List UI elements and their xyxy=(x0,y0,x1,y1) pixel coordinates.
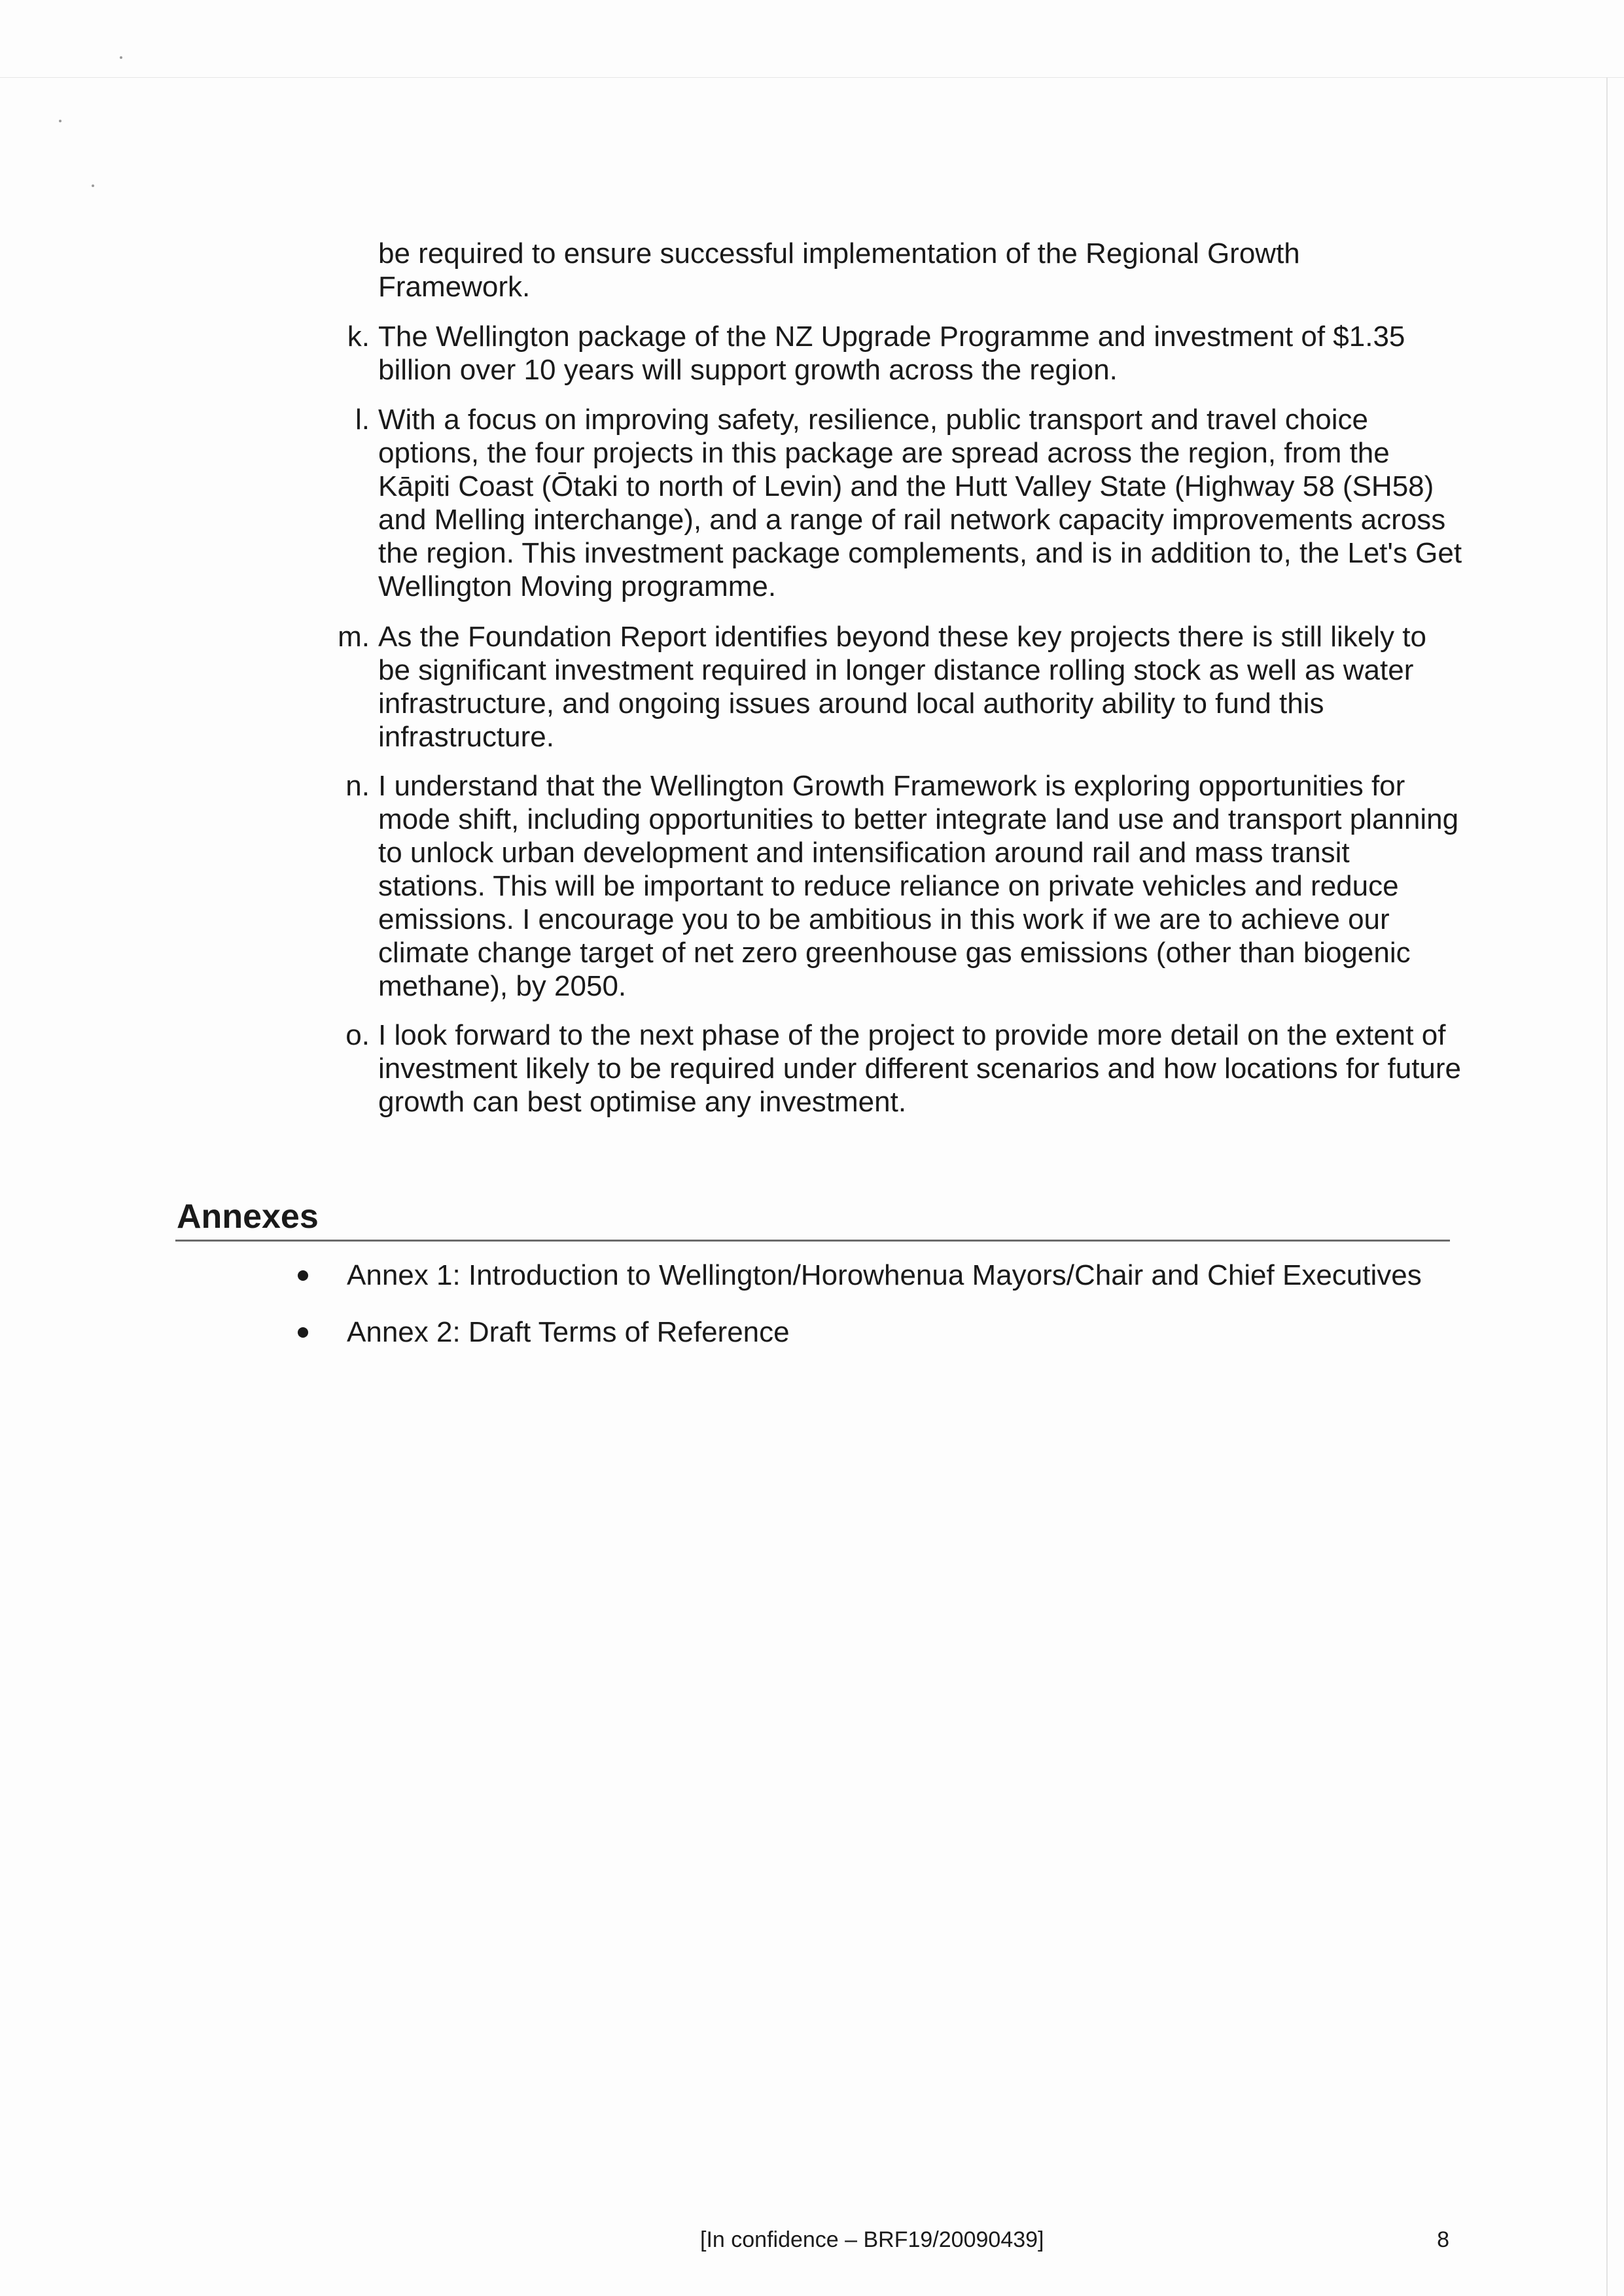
scan-speck xyxy=(92,184,94,187)
list-marker: o. xyxy=(345,1019,370,1051)
list-marker: n. xyxy=(345,770,370,802)
bullet-icon xyxy=(298,1270,308,1281)
paragraph-continuation: be required to ensure successful implementation of the Regional Growth Framework. xyxy=(378,237,1300,303)
list-marker: l. xyxy=(355,404,370,436)
scan-top-edge xyxy=(0,77,1624,78)
list-marker: k. xyxy=(347,321,370,353)
list-item-text: As the Foundation Report identifies beyond these key projects there is still likely to be significant investment required in longer distance rolling stock as well as water infrastructure, and ongoing issues around local authority ability to fund this infrastructure. xyxy=(378,621,1426,753)
annex-label: Annex 2: Draft Terms of Reference xyxy=(347,1316,790,1348)
bullet-icon xyxy=(298,1327,308,1338)
list-item-text: With a focus on improving safety, resilience, public transport and travel choice options, the four projects in this package are spread across the region, from the Kāpiti Coast (Ōtaki to north of Levin) and the Hutt Valley State (Highway 58 (SH58) and Melling interchange), and a range of rail network capacity improvements across the region. This investment package complements, and is in addition to, the Let's Get Wellington Moving programme. xyxy=(378,404,1462,602)
scan-speck xyxy=(59,120,62,122)
list-marker: m. xyxy=(338,621,370,653)
list-item-text: I understand that the Wellington Growth Framework is exploring opportunities for mode shift, including opportunities to better integrate land use and transport planning to unlock urban development and intensification around rail and mass transit stations. This will be important to reduce reliance on private vehicles and reduce emissions. I encourage you to be ambitious in this work if we are to achieve our climate change target of net zero greenhouse gas emissions (other than biogenic methane), by 2050. xyxy=(378,770,1459,1002)
annex-label: Annex 1: Introduction to Wellington/Horowhenua Mayors/Chair and Chief Executives xyxy=(347,1259,1422,1291)
scan-right-edge xyxy=(1606,77,1608,2296)
annexes-heading: Annexes xyxy=(177,1198,319,1236)
list-item-text: The Wellington package of the NZ Upgrade Programme and investment of $1.35 billion over 10 years will support growth across the region. xyxy=(378,321,1405,386)
list-item-text: I look forward to the next phase of the project to provide more detail on the extent of investment likely to be required under different scenarios and how locations for future growth can best optimise any investment. xyxy=(378,1019,1462,1118)
page-number: 8 xyxy=(1437,2227,1449,2252)
annexes-divider xyxy=(175,1240,1450,1242)
scan-speck xyxy=(120,56,122,59)
footer-reference: [In confidence – BRF19/20090439] xyxy=(700,2227,1044,2252)
